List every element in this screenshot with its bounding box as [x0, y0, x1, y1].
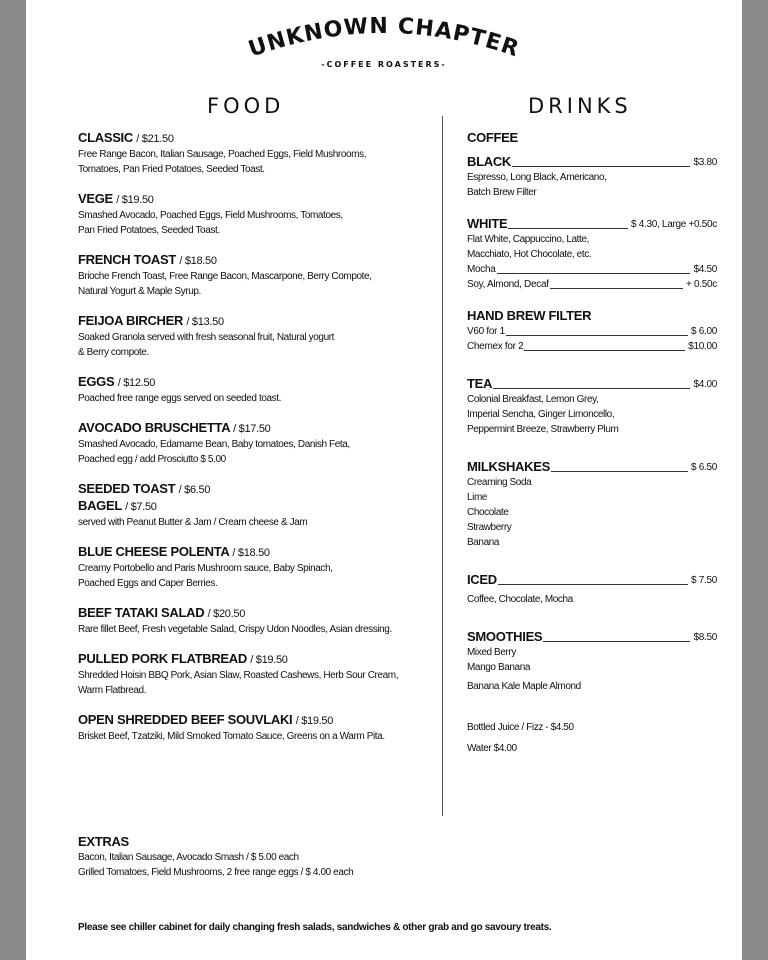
drink-iced — [467, 572, 717, 607]
drink-desc: Imperial Sencha, Ginger Limoncello, — [467, 409, 615, 420]
drink-label: MILKSHAKES — [467, 459, 550, 474]
menu-item — [78, 544, 438, 591]
drinks-heading: DRINKS — [528, 94, 632, 118]
item-desc: Rare fillet Beef, Fresh vegetable Salad, Crispy Udon Noodles, Asian dressing. — [78, 624, 392, 635]
item-price: / $21.50 — [136, 133, 174, 145]
item-desc: Creamy Portobello and Paris Mushroom sauce, Baby Spinach, — [78, 563, 333, 574]
item-desc: served with Peanut Butter & Jam / Cream cheese & Jam — [78, 517, 308, 528]
item-desc: Natural Yogurt & Maple Syrup. — [78, 286, 201, 297]
item-price: / $6.50 — [178, 484, 211, 496]
extras-section — [78, 834, 498, 880]
drink-desc: Banana — [467, 537, 500, 548]
item-desc: Shredded Hoisin BBQ Pork, Asian Slaw, Roasted Cashews, Herb Sour Cream, — [78, 670, 399, 681]
drink-label: WHITE — [467, 216, 508, 231]
drink-price: + 0.50c — [686, 279, 717, 290]
item-desc: Warm Flatbread. — [78, 685, 147, 696]
drink-desc: Coffee, Chocolate, Mocha — [467, 594, 573, 605]
drink-label: SMOOTHIES — [467, 629, 543, 644]
item-price: / $18.50 — [232, 547, 270, 559]
drink-desc: Macchiato, Hot Chocolate, etc. — [467, 249, 592, 260]
drink-white — [467, 216, 717, 292]
item-name: EGGS — [78, 374, 115, 389]
drink-price: $ 6.50 — [690, 462, 717, 473]
drink-other — [467, 720, 717, 756]
item-name: SEEDED TOAST — [78, 481, 176, 496]
item-desc: Free Range Bacon, Italian Sausage, Poached Eggs, Field Mushrooms, — [78, 149, 367, 160]
drink-price: $ 4.30, Large +0.50c — [630, 219, 717, 230]
item-name: FRENCH TOAST — [78, 252, 176, 267]
menu-item — [78, 130, 438, 177]
drink-other-line: Water $4.00 — [467, 743, 517, 754]
drink-desc: Colonial Breakfast, Lemon Grey, — [467, 394, 599, 405]
item-name: BLUE CHEESE POLENTA — [78, 544, 230, 559]
drink-desc: Mixed Berry — [467, 647, 516, 658]
drink-price: $8.50 — [693, 632, 717, 643]
item-price: / $19.50 — [250, 654, 288, 666]
drink-other-line: Bottled Juice / Fizz - $4.50 — [467, 722, 574, 733]
menu-page — [26, 0, 742, 960]
item-price: / $12.50 — [117, 377, 156, 389]
drink-desc: Chocolate — [467, 507, 509, 518]
item-price: / $17.50 — [233, 423, 271, 435]
menu-item — [78, 374, 438, 406]
item-desc: Pan Fried Potatoes, Seeded Toast. — [78, 225, 220, 236]
drink-desc: Strawberry — [467, 522, 512, 533]
drink-desc: Peppermint Breeze, Strawberry Plum — [467, 424, 619, 435]
drink-desc: Creaming Soda — [467, 477, 532, 488]
extras-title: EXTRAS — [78, 834, 129, 849]
menu-item — [78, 481, 438, 530]
handbrew-heading: HAND BREW FILTER — [467, 308, 592, 323]
item-name: BAGEL — [78, 498, 122, 513]
item-desc: & Berry compote. — [78, 347, 149, 358]
item-name: OPEN SHREDDED BEEF SOUVLAKI — [78, 712, 293, 727]
item-desc: Poached free range eggs served on seeded toast. — [78, 393, 282, 404]
menu-item — [78, 605, 438, 637]
item-name: CLASSIC — [78, 130, 133, 145]
drink-price: $ 6.00 — [690, 326, 717, 337]
coffee-heading: COFFEE — [467, 130, 518, 145]
drink-label: Soy, Almond, Decaf — [467, 279, 549, 290]
item-name: VEGE — [78, 191, 113, 206]
item-price: / $19.50 — [116, 194, 154, 206]
drink-price: $4.50 — [693, 264, 717, 275]
drink-label: V60 for 1 — [467, 326, 505, 337]
drink-desc: Banana Kale Maple Almond — [467, 681, 581, 692]
menu-item — [78, 651, 438, 698]
item-price: / $19.50 — [295, 715, 334, 727]
item-name: PULLED PORK FLATBREAD — [78, 651, 247, 666]
item-desc: Tomatoes, Pan Fried Potatoes, Seeded Toast. — [78, 164, 265, 175]
drink-label: ICED — [467, 572, 497, 587]
item-price: / $13.50 — [186, 316, 224, 328]
item-name: FEIJOA BIRCHER — [78, 313, 184, 328]
item-desc: Smashed Avocado, Poached Eggs, Field Mushrooms, Tomatoes, — [78, 210, 343, 221]
item-desc: Brioche French Toast, Free Range Bacon, Mascarpone, Berry Compote, — [78, 271, 372, 282]
menu-item — [78, 313, 438, 360]
item-price: / $20.50 — [207, 608, 246, 620]
drink-price: $4.00 — [693, 379, 717, 390]
item-desc: Poached egg / add Prosciutto $ 5.00 — [78, 454, 226, 465]
item-desc: Soaked Granola served with fresh seasonal fruit, Natural yogurt — [78, 332, 335, 343]
item-name: AVOCADO BRUSCHETTA — [78, 420, 230, 435]
item-desc: Smashed Avocado, Edamame Bean, Baby tomatoes, Danish Feta, — [78, 439, 350, 450]
extras-line: Bacon, Italian Sausage, Avocado Smash / $ 5.00 each — [78, 852, 299, 863]
menu-item — [78, 191, 438, 238]
item-name: BEEF TATAKI SALAD — [78, 605, 205, 620]
drink-handbrew — [467, 308, 717, 354]
drink-desc: Lime — [467, 492, 488, 503]
drink-price: $ 7.50 — [690, 575, 717, 586]
item-price: / $7.50 — [125, 501, 157, 513]
drink-tea — [467, 376, 717, 437]
drink-label: Mocha — [467, 264, 496, 275]
drink-desc: Flat White, Cappuccino, Latte, — [467, 234, 589, 245]
brand-logo — [26, 10, 742, 80]
drink-desc: Batch Brew Filter — [467, 187, 537, 198]
menu-item — [78, 712, 438, 744]
food-heading: FOOD — [207, 94, 285, 118]
menu-item — [78, 252, 438, 299]
drink-smoothies — [467, 629, 717, 694]
drink-label: Chemex for 2 — [467, 341, 524, 352]
brand-name: UNKNOWN CHAPTER — [245, 13, 523, 63]
menu-item — [78, 420, 438, 467]
brand-tagline: -COFFEE ROASTERS- — [321, 60, 447, 69]
footer-note: Please see chiller cabinet for daily changing fresh salads, sandwiches & other grab and go savoury treats. — [78, 922, 552, 933]
drink-label: TEA — [467, 376, 493, 391]
drink-price: $10.00 — [688, 341, 717, 352]
drinks-section — [467, 130, 717, 756]
drink-black — [467, 154, 717, 200]
drink-label: BLACK — [467, 154, 511, 169]
column-divider — [442, 116, 443, 816]
item-desc: Brisket Beef, Tzatziki, Mild Smoked Tomato Sauce, Greens on a Warm Pita. — [78, 731, 385, 742]
drink-desc: Mango Banana — [467, 662, 531, 673]
food-section — [78, 130, 438, 758]
extras-line: Grilled Tomatoes, Field Mushrooms, 2 free range eggs / $ 4.00 each — [78, 867, 354, 878]
drink-desc: Espresso, Long Black, Americano, — [467, 172, 607, 183]
drink-milkshakes — [467, 459, 717, 550]
item-desc: Poached Eggs and Caper Berries. — [78, 578, 218, 589]
item-price: / $18.50 — [179, 255, 217, 267]
drink-price: $3.80 — [693, 157, 717, 168]
